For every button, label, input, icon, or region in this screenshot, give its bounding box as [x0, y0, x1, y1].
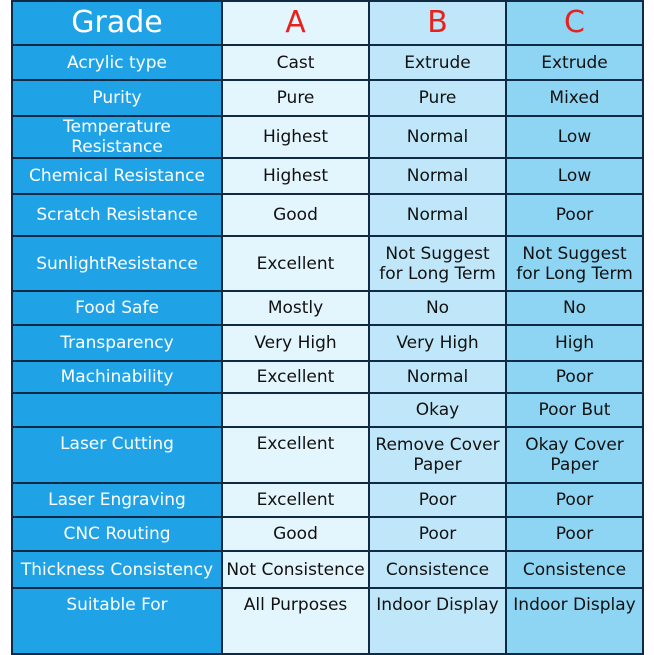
table-row — [12, 116, 643, 158]
grade-b-value: Normal — [369, 158, 506, 194]
grade-a-value: Cast — [222, 45, 369, 80]
grade-b-value: Remove Cover Paper — [369, 427, 506, 483]
grade-a-value: Excellent — [222, 427, 369, 483]
grade-b-value: Poor — [369, 483, 506, 517]
grade-c-value: Consistence — [506, 551, 643, 588]
grade-c-value: Poor — [506, 517, 643, 551]
row-label: Chemical Resistance — [12, 158, 222, 194]
acrylic-grade-comparison-table — [11, 0, 644, 655]
grade-b-value: Normal — [369, 361, 506, 393]
grade-c-value: High — [506, 325, 643, 361]
grade-c-value: Poor — [506, 194, 643, 236]
grade-c-value: Poor — [506, 361, 643, 393]
grade-a-value: Not Consistence — [222, 551, 369, 588]
grade-b-header: B — [369, 1, 506, 45]
table-row — [12, 483, 643, 517]
row-label: Purity — [12, 80, 222, 116]
grade-a-value — [222, 393, 369, 427]
grade-b-value: No — [369, 291, 506, 325]
grade-c-value: Mixed — [506, 80, 643, 116]
grade-b-value: Not Suggest for Long Term — [369, 236, 506, 291]
grade-c-value: Low — [506, 158, 643, 194]
row-label: SunlightResistance — [12, 236, 222, 291]
grade-c-value: Extrude — [506, 45, 643, 80]
grade-c-value: Poor — [506, 483, 643, 517]
table-row — [12, 236, 643, 291]
grade-c-value: Okay Cover Paper — [506, 427, 643, 483]
grade-b-value: Very High — [369, 325, 506, 361]
row-label: Suitable For — [12, 588, 222, 654]
row-label: Laser Engraving — [12, 483, 222, 517]
header-row — [12, 1, 643, 45]
grade-a-value: Excellent — [222, 361, 369, 393]
grade-a-value: Excellent — [222, 483, 369, 517]
table-row — [12, 325, 643, 361]
table-row — [12, 588, 643, 654]
grade-b-value: Pure — [369, 80, 506, 116]
grade-a-value: Highest — [222, 116, 369, 158]
table-row — [12, 291, 643, 325]
grade-header: Grade — [12, 1, 222, 45]
grade-a-value: Mostly — [222, 291, 369, 325]
row-label: Thickness Consistency — [12, 551, 222, 588]
grade-c-value: Low — [506, 116, 643, 158]
row-label: Laser Cutting — [12, 427, 222, 483]
row-label: Machinability — [12, 361, 222, 393]
grade-a-value: Very High — [222, 325, 369, 361]
grade-c-header: C — [506, 1, 643, 45]
row-label: CNC Routing — [12, 517, 222, 551]
grade-a-value: Pure — [222, 80, 369, 116]
row-label: Transparency — [12, 325, 222, 361]
grade-c-value: No — [506, 291, 643, 325]
table-row — [12, 427, 643, 483]
table-row — [12, 45, 643, 80]
grade-c-value: Not Suggest for Long Term — [506, 236, 643, 291]
grade-b-value: Extrude — [369, 45, 506, 80]
table-row — [12, 361, 643, 393]
grade-b-value: Okay — [369, 393, 506, 427]
row-label — [12, 393, 222, 427]
row-label: Temperature Resistance — [12, 116, 222, 158]
grade-b-value: Normal — [369, 194, 506, 236]
grade-b-value: Normal — [369, 116, 506, 158]
table-row — [12, 551, 643, 588]
grade-a-value: Good — [222, 517, 369, 551]
grade-b-value: Consistence — [369, 551, 506, 588]
table-row — [12, 393, 643, 427]
row-label: Acrylic type — [12, 45, 222, 80]
table-row — [12, 158, 643, 194]
grade-b-value: Poor — [369, 517, 506, 551]
grade-c-value: Poor But — [506, 393, 643, 427]
grade-a-value: Good — [222, 194, 369, 236]
grade-a-value: Excellent — [222, 236, 369, 291]
row-label: Scratch Resistance — [12, 194, 222, 236]
table-row — [12, 194, 643, 236]
grade-a-value: Highest — [222, 158, 369, 194]
grade-b-value: Indoor Display — [369, 588, 506, 654]
grade-a-header: A — [222, 1, 369, 45]
grade-a-value: All Purposes — [222, 588, 369, 654]
table-row — [12, 517, 643, 551]
row-label: Food Safe — [12, 291, 222, 325]
table-row — [12, 80, 643, 116]
grade-c-value: Indoor Display — [506, 588, 643, 654]
